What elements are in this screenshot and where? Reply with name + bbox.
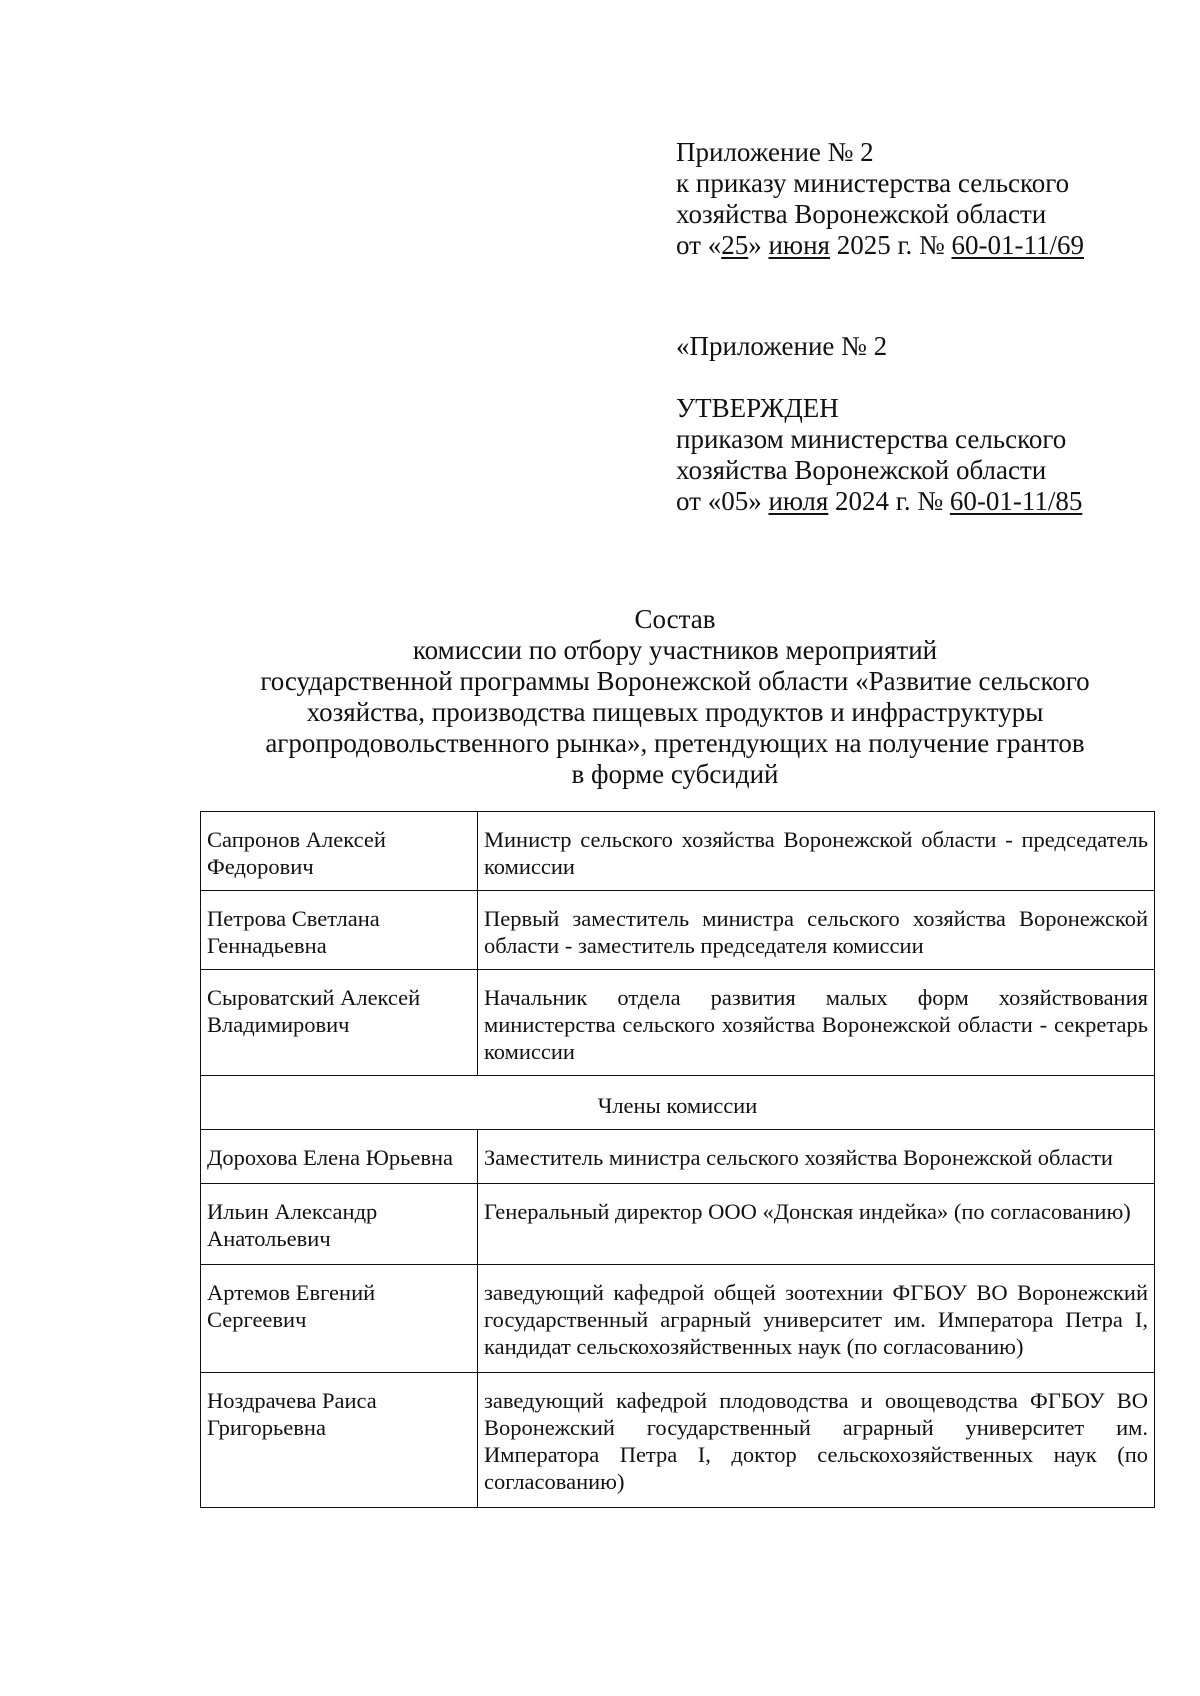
member-role: заведующий кафедрой плодоводства и овощеводства ФГБОУ ВО Воронежский государственный аграрный университет им. Императора Петра I, доктор сельскохозяйственных наук (по согласованию) <box>478 1373 1155 1508</box>
title-line: комиссии по отбору участников мероприятий <box>412 635 938 665</box>
table-row <box>201 812 1155 891</box>
approved-heading: УТВЕРЖДЕН <box>676 393 839 423</box>
approval-order-month: июля <box>768 486 829 516</box>
member-name: Сыроватский Алексей Владимирович <box>201 970 478 1076</box>
member-name: Сапронов Алексей Федорович <box>201 812 478 891</box>
appendix-reference-line: к приказу министерства сельского <box>676 168 1070 198</box>
order-number: 60-01-11/69 <box>951 230 1084 260</box>
title-line: агропродовольственного рынка», претендующих на получение грантов <box>265 728 1085 758</box>
table-row <box>201 1184 1155 1265</box>
table-section-row <box>201 1076 1155 1130</box>
member-role: Первый заместитель министра сельского хозяйства Воронежской области - заместитель председателя комиссии <box>478 891 1155 970</box>
approval-order-date: от «05» июля 2024 г. № 60-01-11/85 <box>676 486 1083 516</box>
title-line: хозяйства, производства пищевых продуктов и инфраструктуры <box>306 697 1044 727</box>
member-role: Начальник отдела развития малых форм хозяйствования министерства сельского хозяйства Воронежской области - секретарь комиссии <box>478 970 1155 1076</box>
commission-table <box>200 811 1155 1508</box>
approval-order-number: 60-01-11/85 <box>949 486 1083 516</box>
table-row <box>201 1265 1155 1373</box>
member-role: Министр сельского хозяйства Воронежской области - председатель комиссии <box>478 812 1155 891</box>
title-line: Состав <box>634 604 716 634</box>
member-role: Заместитель министра сельского хозяйства Воронежской области <box>478 1130 1155 1184</box>
member-name: Артемов Евгений Сергеевич <box>201 1265 478 1373</box>
title-line: государственной программы Воронежской области «Развитие сельского <box>260 666 1090 696</box>
table-row <box>201 970 1155 1076</box>
order-day: 25 <box>721 230 749 260</box>
approval-reference-line: хозяйства Воронежской области <box>676 455 1047 485</box>
approval-appendix-label: «Приложение № 2 <box>676 331 888 361</box>
members-heading: Члены комиссии <box>201 1076 1155 1130</box>
member-role: Генеральный директор ООО «Донская индейка» (по согласованию) <box>478 1184 1155 1265</box>
approval-block <box>676 331 1136 517</box>
approval-reference-line: приказом министерства сельского <box>676 424 1067 454</box>
table-row <box>201 1373 1155 1508</box>
member-name: Ильин Александр Анатольевич <box>201 1184 478 1265</box>
title-line: в форме субсидий <box>571 759 779 789</box>
member-name: Петрова Светлана Геннадьевна <box>201 891 478 970</box>
appendix-reference-line: хозяйства Воронежской области <box>676 199 1047 229</box>
table-row <box>201 891 1155 970</box>
table-row <box>201 1130 1155 1184</box>
member-role: заведующий кафедрой общей зоотехнии ФГБОУ ВО Воронежский государственный аграрный университет им. Императора Петра I, кандидат сельскохозяйственных наук (по согласованию) <box>478 1265 1155 1373</box>
member-name: Ноздрачева Раиса Григорьевна <box>201 1373 478 1508</box>
order-month: июня <box>768 230 830 260</box>
member-name: Дорохова Елена Юрьевна <box>201 1130 478 1184</box>
appendix-order-date: от «25» июня 2025 г. № 60-01-11/69 <box>676 230 1084 260</box>
appendix-number: Приложение № 2 <box>676 137 874 167</box>
document-title <box>200 604 1150 790</box>
appendix-header <box>676 137 1136 261</box>
